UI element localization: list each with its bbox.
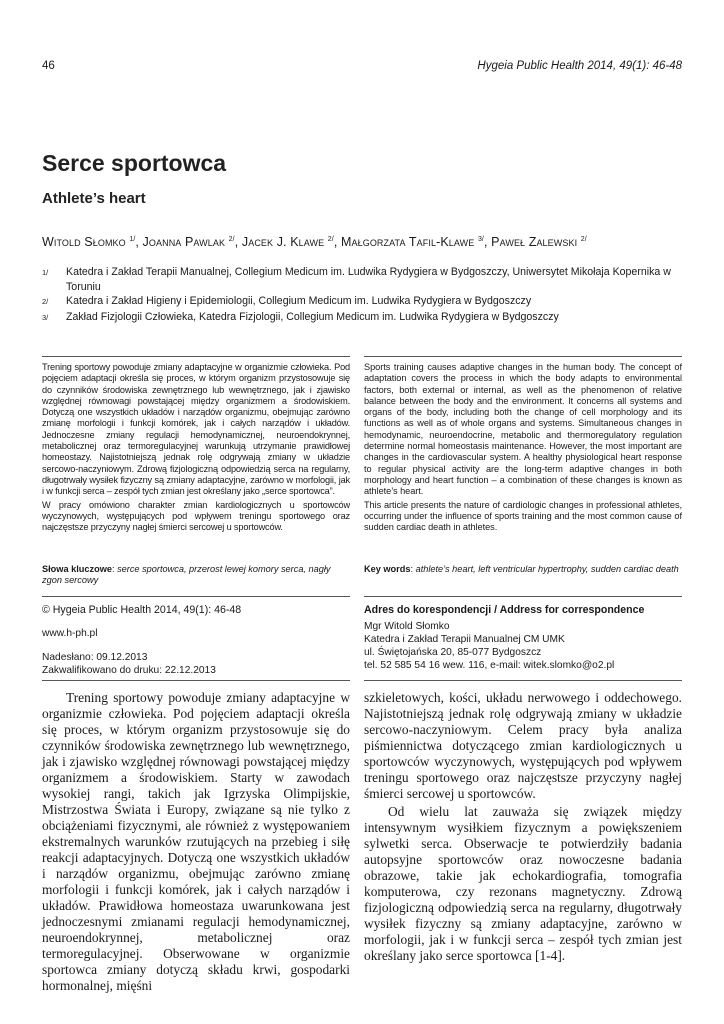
page-number: 46 <box>42 60 55 72</box>
abstract-paragraph: W pracy omówiono charakter zmian kardiologicznych u sportowców wyczynowych, występujących pod wpływem treningu sportowego oraz najczęstsze przyczyny nagłej śmierci sercowej u sportowców. <box>42 499 350 533</box>
affiliation-item <box>42 265 682 294</box>
article-subtitle: Athlete’s heart <box>42 190 146 207</box>
meta-divider-right <box>364 596 682 597</box>
correspondence-department: Katedra i Zakład Terapii Manualnej CM UMK <box>364 634 565 645</box>
correspondence-contact: tel. 52 585 54 16 wew. 116, e-mail: witek.slomko@o2.pl <box>364 660 615 671</box>
author-affiliation-mark: 2/ <box>327 235 334 243</box>
body-divider-right <box>364 680 682 681</box>
journal-reference: Hygeia Public Health 2014, 49(1): 46-48 <box>477 60 682 72</box>
affiliation-text: Katedra i Zakład Terapii Manualnej, Collegium Medicum im. Ludwika Rydygiera w Bydgoszczy, Uniwersytet Mikołaja Kopernika w Toruniu <box>66 266 671 293</box>
affiliation-item <box>42 294 682 310</box>
affiliation-text: Katedra i Zakład Higieny i Epidemiologii, Collegium Medicum im. Ludwika Rydygiera w Bydgoszczy <box>66 295 532 307</box>
body-divider-left <box>42 680 350 681</box>
copyright-line: © Hygeia Public Health 2014, 49(1): 46-48 <box>42 604 242 616</box>
affiliation-number: 1/ <box>42 268 49 277</box>
body-column-left <box>42 690 350 994</box>
body-paragraph: Trening sportowy powoduje zmiany adaptacyjne w organizmie człowieka. Pod pojęciem adaptacji określa się proces, w którym organizm przystosowuje się do czynników środowiska zewnętrznego lub wewnętrznego, jak i zjawisko względnej równowagi powstającej między organizmem a środowiskiem. Starty w zawodach wysokiej rangi, takich jak Igrzyska Olimpijskie, Mistrzostwa Świata i Europy, związane są nie tylko z obciążeniami fizycznymi, ale również z występowaniem ekstremalnych warunków rzutujących na przebieg i siłę reakcji adaptacyjnych. Dotyczą one wszystkich układów i narządów organizmu, obejmując zarówno zmianę morfologii i funkcji komórek, jak i całych narządów i układów. Prawidłowa homeostaza uwarunkowana jest jednoczesnymi zmianami regulacji hemodynamicznej, neuroendokrynnej, metabolicznej oraz termoregulacyjnej. Obserwowane w organizmie sportowca zmiany dotyczą składu krwi, gospodarki hormonalnej, mięśni <box>42 690 350 993</box>
abstract-paragraph: Trening sportowy powoduje zmiany adaptacyjne w organizmie człowieka. Pod pojęciem adaptacji określa się proces, w którym organizm przystosowuje się do czynników środowiska zewnętrznego lub wewnętrznego, jak i zjawisko względnej równowagi powstającej między organizmem a środowiskiem. Dotyczą one wszystkich układów i narządów organizmu, obejmując zarówno zmianę morfologii i funkcji komórek, jak i całych narządów i układów. Jednoczesne zmiany regulacji hemodynamicznej, neuroendokrynnej, metabolicznej oraz termoregulacyjnej warunkują utrzymanie prawidłowej homeostazy. Najistotniejszą jednak rolę odgrywają zmiany w układzie sercowo-naczyniowym. Zdrową fizjologiczną odpowiedzią serca na regularny, długotrwały wysiłek fizyczny są zmiany adaptacyjne, zarówno w morfologii, jak i w funkcji serca – zespół tych zmian jest określany jako „serce sportowca”. <box>42 362 350 497</box>
accepted-date: Zakwalifikowano do druku: 22.12.2013 <box>42 665 216 676</box>
abstract-divider-right <box>364 356 682 357</box>
affiliation-text: Zakład Fizjologii Człowieka, Katedra Fizjologii, Collegium Medicum im. Ludwika Rydygiera w Bydgoszczy <box>66 310 559 323</box>
affiliation-list <box>42 265 682 325</box>
author-name: Witold Słomko <box>42 235 126 249</box>
author-name: Paweł Zalewski <box>491 235 578 249</box>
keywords-polish: Słowa kluczowe: serce sportowca, przerost lewej komory serca, nagły zgon sercowy <box>42 564 331 586</box>
author-affiliation-mark: 3/ <box>477 235 484 243</box>
correspondence-heading: Adres do korespondencji / Address for correspondence <box>364 604 645 616</box>
body-paragraph: szkieletowych, kości, układu nerwowego i oddechowego. Najistotniejszą jednak rolę odgrywają zmiany w układzie sercowo-naczyniowym. Celem pracy była analiza piśmiennictwa dotyczącego zmian kardiologicznych u sportowców wyczynowych, występujących pod wpływem treningu sportowego oraz najczęstsze przyczyny nagłej śmierci sercowej u sportowców. <box>364 690 682 801</box>
author-name: Małgorzata Tafil-Klawe <box>341 235 475 249</box>
author-list: Witold Słomko $^{1/}$, Joanna Pawlak $^{2/}$, Jacek J. Klawe $^{2/}$, Małgorzata Tafil-Klawe $^{3/}$, Paweł Zalewski $^{2/}$ <box>42 235 587 249</box>
affiliation-item <box>42 310 682 326</box>
abstract-polish <box>42 362 350 535</box>
keywords-english: Key words: athlete’s heart, left ventricular hypertrophy, sudden cardiac death <box>364 564 679 574</box>
article-title: Serce sportowca <box>42 150 227 176</box>
author-affiliation-mark: 2/ <box>580 235 587 243</box>
affiliation-number: 2/ <box>42 297 49 306</box>
running-head <box>42 60 682 80</box>
keywords-values: athlete’s heart, left ventricular hypertrophy, sudden cardiac death <box>415 564 679 574</box>
journal-website: www.h-ph.pl <box>42 628 98 639</box>
meta-divider-left <box>42 596 350 597</box>
abstract-paragraph: Sports training causes adaptive changes in the human body. The concept of adaptation covers the process in which the body adapts to environmental factors, both external or internal, as well as the phenomenon of relative balance between the body and the environment. It concerns all systems and organs of the body, including both the change of cell morphology and its functions as well as of whole organs and systems. Simultaneous changes in hemodynamic, neuroendocrine, metabolic and thermoregulatory regulation determine normal homeostasis maintenance. However, the most important are changes in the cardiovascular system. A healthy physiological heart response to regular physical activity are the long-term adaptive changes in both morphology and heart function – a combination of these changes is known as athlete’s heart. <box>364 362 682 497</box>
author-name: Joanna Pawlak <box>142 235 226 249</box>
affiliation-number: 3/ <box>42 312 49 322</box>
abstract-divider-left <box>42 356 350 357</box>
received-date: Nadesłano: 09.12.2013 <box>42 652 148 663</box>
keywords-label: Słowa kluczowe <box>42 564 112 574</box>
author-affiliation-mark: 2/ <box>228 235 235 243</box>
author-affiliation-mark: 1/ <box>129 235 136 243</box>
correspondence-street: ul. Świętojańska 20, 85-077 Bydgoszcz <box>364 647 542 658</box>
body-column-right <box>364 690 682 964</box>
correspondence-name: Mgr Witold Słomko <box>364 621 450 632</box>
abstract-paragraph: This article presents the nature of cardiologic changes in professional athletes, occurring under the influence of sports training and the most common cause of sudden cardiac death in athletes. <box>364 499 682 533</box>
correspondence-block <box>364 604 682 672</box>
keywords-label: Key words <box>364 564 411 574</box>
author-name: Jacek J. Klawe <box>241 235 325 249</box>
body-paragraph: Od wielu lat zauważa się związek między intensywnym wysiłkiem fizycznym a powiększeniem sylwetki serca. Obserwacje te potwierdziły badania autopsyjne sportowców oraz nowoczesne badania obrazowe, takie jak echokardiografia, tomografia komputerowa, czy rezonans magnetyczny. Zdrową fizjologiczną odpowiedzią serca na regularny, długotrwały wysiłek fizyczny są zmiany adaptacyjne, zarówno w morfologii, jak i w funkcji serca – zespół tych zmian jest określany jako serce sportowca [1-4]. <box>364 804 682 963</box>
abstract-english <box>364 362 682 535</box>
keywords-values: serce sportowca, przerost lewej komory serca, nagły zgon sercowy <box>42 564 331 586</box>
publication-meta <box>42 604 350 677</box>
